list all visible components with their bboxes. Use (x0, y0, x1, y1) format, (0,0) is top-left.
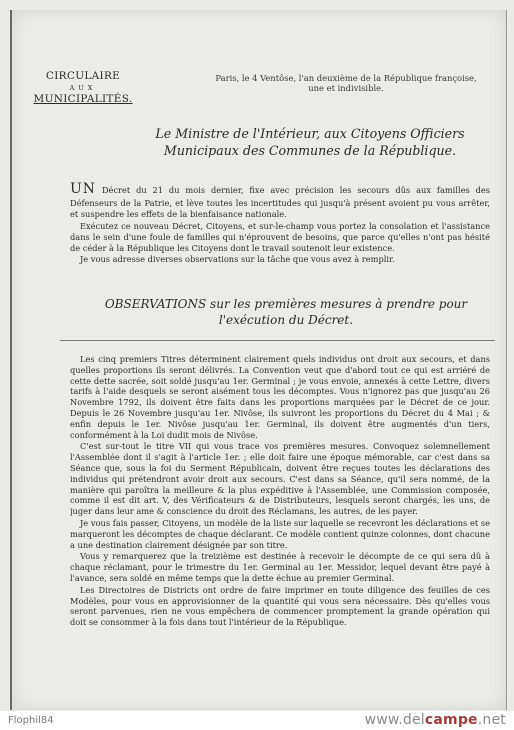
site-watermark-suffix: .net (477, 712, 506, 728)
watermark-bar (0, 711, 514, 730)
observations-heading: OBSERVATIONS sur les premières mesures à prendre pour l'exécution du Décret. (104, 297, 468, 327)
main-section (70, 354, 490, 709)
intro-paragraph-3: Je vous adresse diverses observations sur la tâche que vous avez à remplir. (80, 254, 395, 265)
circular-recipients: MUNICIPALITÉS. (33, 93, 133, 106)
circular-heading (28, 70, 138, 106)
site-watermark-brand: campe (424, 712, 478, 728)
main-paragraph-1: Les cinq premiers Titres déterminent clairement quels individus ont droit aux secours, et dans quelles proportions ils seront délivrés. La Convention veut que d'abord tout ce qui est arriéré de cette dette sacrée, soit soldé jusqu'au 1er. Germinal ; je vous envoie, annexés à cette Lettre, divers tarifs à l'aide desquels se seront aisément tous les décomptes. Vous n'ignorez pas que jusqu'au 26 Novembre 1792, ils doivent être faits dans les proportions marquées par le Décret de ce jour. Depuis le 26 Novembre jusqu'au 1er. Nivôse, ils suivront les proportions du Décret du 4 Mai ; & enfin depuis le 1er. Nivôse jusqu'au 1er. Germinal, ils doivent être augmentés d'un tiers, conformément à la Loi dudit mois de Nivôse. (70, 354, 490, 440)
site-watermark (365, 712, 506, 728)
main-paragraph-5: Les Directoires de Districts ont ordre de faire imprimer en toute diligence des feuilles de ces Modèles, pour vous en approvisionner de la quantité qui vous sera nécessaire. Dès qu'elles vous seront parvenues, rien ne vous empêchera de commencer promptement la grande opération qui doit se consommer à la fois dans tout l'intérieur de la République. (70, 584, 490, 628)
seller-watermark: Flophil84 (8, 715, 54, 726)
intro-paragraph-1 (70, 180, 490, 220)
drop-cap: UN (70, 181, 97, 197)
letter-title: Le Ministre de l'Intérieur, aux Citoyens Officiers Municipaux des Communes de la République. (155, 126, 465, 158)
circular-aux: AUX (69, 83, 97, 92)
document-page (10, 10, 507, 710)
site-watermark-prefix: www.del (364, 712, 425, 728)
main-paragraph-4: Vous y remarquerez que la treizième est destinée à recevoir le décompte de ce qui sera dû à chaque réclamant, pour le trimestre du 1er. Germinal au 1er. Messidor, lequel devant être payé à l'avance, sera soldé en même temps que la dette échue au premier Germinal. (70, 551, 490, 583)
intro-section (70, 180, 490, 315)
main-paragraph-2: C'est sur-tout le titre VII qui vous trace vos premières mesures. Convoquez solemnellement l'Assemblée dont il s'agit à l'article 1er. ; elle doit faire une époque mémorable, car c'est dans sa Séance que, sous la foi du Serment Républicain, doivent être reçues toutes les déclarations des individus qui prétendront avoir droit aux secours. C'est dans sa Séance, qu'il sera nommé, de la manière qui paroîtra la meilleure & la plus expéditive à l'Assemblée, une Commission composée, comme il est dit art. V, des Vérificateurs & de Distributeurs, lesquels seront chargés, les uns, de juger dans leur ame & conscience du droit des Réclamans, les autres, de les payer. (70, 441, 490, 517)
dateline: Paris, le 4 Ventôse, l'an deuxième de la République françoise, une et indivisible. (215, 73, 477, 94)
intro-paragraph-2: Exécutez ce nouveau Décret, Citoyens, et sur-le-champ vous portez la consolation et l'assistance dans le sein d'une foule de familles qui n'éprouvent de besoins, que parce qu'elles n'ont pas hésité de céder à la République les Citoyens dont le travail soutenoit leur existence. (70, 220, 490, 253)
intro-paragraph-1-text: Décret du 21 du mois dernier, fixe avec précision les secours dûs aux familles des Défenseurs de la Patrie, et lève toutes les incertitudes qui jusqu'à présent avoient pu vous arrêter, et suspendre les effets de la bienfaisance nationale. (70, 185, 490, 220)
circular-title: CIRCULAIRE (45, 70, 121, 82)
main-paragraph-3: Je vous fais passer, Citoyens, un modèle de la liste sur laquelle se recevront les déclarations et se marqueront les décomptes de chaque déclarant. Ce modèle contient quinze colonnes, dont chacune a une destination clairement désignée par son titre. (70, 517, 490, 550)
section-divider (60, 340, 495, 341)
